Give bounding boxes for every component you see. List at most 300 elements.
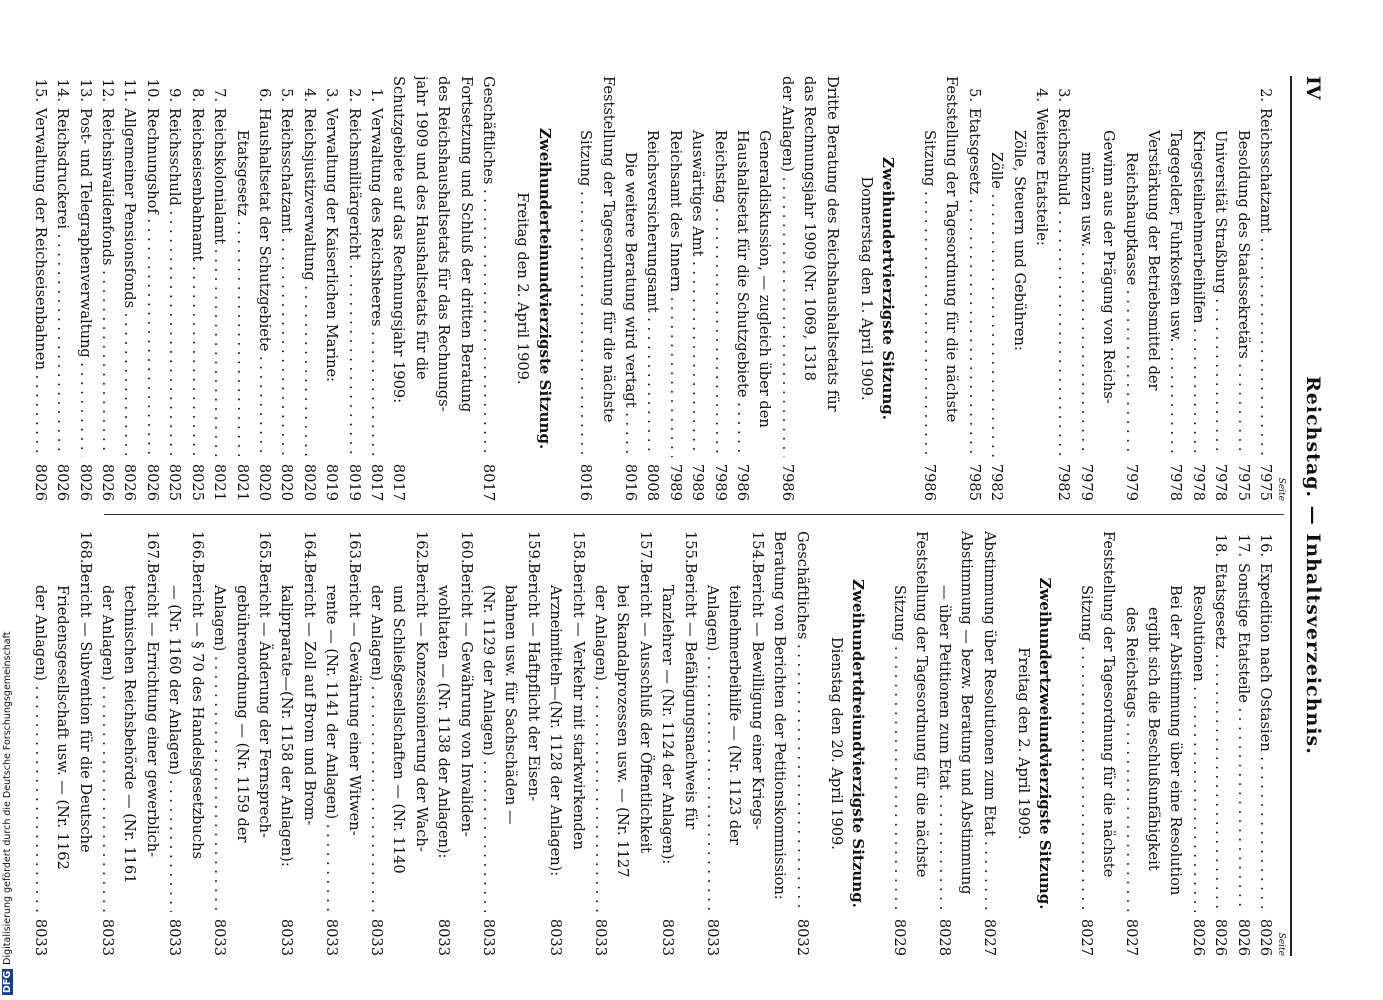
entry-text: Reichsversicherungsamt . . . [641, 108, 663, 457]
entry-text: Geschäftliches . . . [790, 531, 812, 912]
index-entry [73, 531, 95, 956]
index-entry [297, 531, 319, 956]
entry-number [589, 531, 611, 563]
entry-number: 4. [1032, 88, 1050, 102]
entry-page: 8033 [435, 918, 453, 956]
entry-page: 8025 [166, 463, 184, 501]
entry-text: Bericht — Konzessionierung der Wach- [412, 563, 430, 852]
column-separator [104, 514, 1284, 515]
index-entry [454, 76, 476, 501]
index-entry [185, 531, 207, 956]
index-entry [940, 76, 962, 501]
entry-number: 166. [188, 531, 206, 564]
index-entry [1074, 531, 1096, 956]
entry-text: Verstärkung der Betriebsmittel der [1144, 130, 1162, 391]
entry-text: Abstimmung — bezw. Beratung und Abstimmung [958, 531, 976, 895]
entry-number [1097, 76, 1119, 108]
entry-page: 8020 [255, 463, 273, 501]
entry-number: 12. [99, 78, 117, 102]
entry-page: 7986 [920, 463, 938, 501]
entry-text: Sitzung . . . [918, 108, 940, 457]
index-entry [1030, 76, 1052, 501]
entry-page [745, 912, 767, 956]
entry-number: 164. [300, 531, 318, 564]
index-entry [1254, 531, 1276, 956]
entry-text: Bei der Abstimmung über eine Resolution [1167, 585, 1185, 896]
index-entry [230, 531, 252, 956]
entry-page: 7978 [1212, 463, 1230, 501]
entry-number [1074, 531, 1096, 563]
entry-text: Bericht — Verkehr mit starkwirkenden [569, 563, 587, 850]
entry-text: (Nr. 1129 der Anlagen) . . . [477, 563, 499, 912]
index-entry [454, 531, 476, 956]
entry-page [798, 457, 820, 501]
entry-text: teilnehmerbeihilfe — (Nr. 1123 der [726, 585, 744, 845]
entry-number: 165. [255, 531, 273, 564]
entry-text: Post- und Telegraphenverwaltung . . . [73, 108, 95, 457]
entry-page [753, 457, 775, 501]
entry-text: Sitzung . . . [574, 108, 596, 457]
entry-text: Reichsamt des Innern . . . [663, 108, 685, 457]
index-entry [141, 76, 163, 501]
index-entry [790, 531, 812, 956]
entry-text: der Anlagen) . . . [589, 563, 611, 912]
entry-number [365, 531, 387, 563]
entry-number [932, 531, 954, 563]
index-entry [1142, 531, 1164, 956]
entry-text: Verwaltung des Reichsheeres . . . [365, 108, 387, 457]
entry-page [141, 912, 163, 956]
entry-text: Verwaltung der Kaiserlichen Marine: [323, 108, 341, 383]
index-entry [1186, 531, 1208, 956]
entry-number [753, 76, 775, 108]
index-entry [477, 531, 499, 956]
entry-text: münzen usw. . . . [1074, 108, 1096, 457]
entry-number [477, 531, 499, 563]
entry-number: 5. [965, 88, 983, 102]
index-entry [566, 531, 588, 956]
entry-page [723, 912, 745, 956]
entry-page [454, 912, 476, 956]
index-entry [253, 76, 275, 501]
entry-text: Reichsmilitärgericht . . . [342, 108, 364, 457]
entry-number [51, 531, 73, 563]
index-entry [1231, 531, 1253, 956]
entry-number [163, 531, 185, 563]
entry-text: der Anlagen) . . . [775, 76, 797, 457]
entry-page: 8017 [367, 463, 385, 501]
entry-page [1097, 457, 1119, 501]
entry-number: 157. [636, 531, 654, 564]
rotated-content [31, 76, 1328, 956]
entry-text: Feststellung der Tagesordnung für die nächste [943, 76, 961, 423]
entry-text: Resolutionen . . . [1186, 563, 1208, 912]
entry-number: 2. [1257, 88, 1274, 102]
entry-text: Etatsgesetz . . . [962, 108, 984, 457]
entry-number [1186, 76, 1208, 108]
entry-number [1186, 531, 1208, 563]
index-entry [73, 76, 95, 501]
entry-page: 7975 [1257, 463, 1274, 501]
entry-number: 17. [1234, 533, 1252, 557]
entry-page [185, 912, 207, 956]
entry-number [230, 76, 252, 108]
entry-page: 8025 [188, 463, 206, 501]
entry-number: 158. [569, 531, 587, 564]
entry-page [387, 912, 409, 956]
entry-page: 8027 [1122, 918, 1140, 956]
entry-page: 8026 [1234, 918, 1252, 956]
entry-text: Friedensgesellschaft usw. — (Nr. 1162 [54, 585, 72, 870]
index-entry [163, 531, 185, 956]
entry-page: 8029 [890, 918, 908, 956]
index-entry [753, 76, 775, 501]
entry-number [611, 531, 633, 563]
entry-text: Zölle, Steuern und Gebühren: [1010, 130, 1028, 351]
entry-number: 5. [278, 88, 296, 102]
entry-page [118, 912, 140, 956]
index-entry [118, 531, 140, 956]
entry-text: Die weitere Beratung wird vertagt . . . [619, 108, 641, 457]
index-entry [118, 76, 140, 501]
entry-number: 10. [143, 78, 161, 102]
index-entry [499, 531, 521, 956]
entry-text: Weitere Etatsteile: [1032, 108, 1050, 246]
entry-text: ergibt sich die Beschlußunfähigkeit [1144, 607, 1162, 871]
entry-text: Bericht — Befähigungsnachweis für [681, 563, 699, 830]
index-entry [731, 76, 753, 501]
index-entry [320, 531, 342, 956]
entry-number [663, 76, 685, 108]
entry-number [985, 76, 1007, 108]
index-entry [1119, 76, 1141, 501]
entry-page [297, 912, 319, 956]
entry-page: 7989 [689, 463, 707, 501]
entry-text: Geschäftliches . . . [477, 76, 499, 457]
index-entry [28, 531, 50, 956]
entry-number [28, 531, 50, 563]
index-entry [208, 531, 230, 956]
entry-text: Reichsinvalidenfonds . . . [96, 108, 118, 457]
entry-number [656, 531, 678, 563]
index-entry [686, 76, 708, 501]
entry-text: Kriegsteilnehmerbeihilfen . . . [1186, 108, 1208, 457]
entry-page: 7979 [1077, 463, 1095, 501]
index-entry [51, 531, 73, 956]
entry-page [611, 912, 633, 956]
entry-number [888, 531, 910, 563]
entry-text: Bericht — Errichtung einer gewerblich- [143, 563, 161, 858]
entry-page [940, 457, 962, 501]
entry-text: jahr 1909 und des Haushaltsetats für die [412, 76, 430, 380]
entry-number [499, 531, 521, 563]
entry-number: 18. [1212, 533, 1230, 557]
index-entry [798, 76, 820, 501]
index-entry [1119, 531, 1141, 956]
entry-page: 7978 [1189, 463, 1207, 501]
index-entry [1142, 76, 1164, 501]
entry-page: 8026 [54, 463, 72, 501]
entry-text: Rechnungshof . . . [141, 108, 163, 457]
index-entry [544, 531, 566, 956]
entry-number: 163. [345, 531, 363, 564]
index-entry [1254, 76, 1276, 501]
entry-text: Reichseisenbahnamt . . . [185, 108, 207, 457]
entry-page: 8017 [480, 463, 497, 501]
entry-text: Verwaltung der Reichseisenbahnen . . . [28, 108, 50, 457]
index-entry [409, 76, 431, 501]
entry-text: der Anlagen) . . . [365, 563, 387, 912]
footer [2, 600, 16, 995]
entry-page: 8026 [31, 463, 49, 501]
entry-number: 159. [524, 531, 542, 564]
entry-text: Zölle . . . [985, 108, 1007, 457]
entry-text: und Schließgesellschaften — (Nr. 1140 [390, 585, 408, 874]
dfg-logo: DFG [2, 970, 13, 993]
index-entry [521, 531, 543, 956]
index-entry [365, 76, 387, 501]
entry-text: Reichsschuld . . . [1052, 108, 1074, 457]
entry-number [230, 531, 252, 563]
entry-page: 8032 [793, 918, 811, 956]
entry-page: 8026 [143, 463, 161, 501]
entry-text: technischen Reichsbehörde — (Nr. 1161 [121, 585, 139, 884]
index-entry [962, 76, 984, 501]
entry-page: 7982 [1055, 463, 1073, 501]
entry-number: 2. [345, 88, 363, 102]
entry-page: 8026 [76, 463, 94, 501]
index-entry [1164, 531, 1186, 956]
entry-text: Arzneimitteln—(Nr. 1128 der Anlagen): [547, 585, 565, 877]
entry-text: Besoldung des Staatssekretärs . . . [1231, 108, 1253, 457]
entry-page [678, 912, 700, 956]
right-column [28, 531, 1286, 956]
entry-text: Allgemeiner Pensionsfonds . . . [118, 108, 140, 457]
entry-number [723, 531, 745, 563]
index-entry [96, 531, 118, 956]
entry-number: 11. [121, 78, 139, 102]
entry-text: Reichsschatzamt . . . [275, 108, 297, 457]
entry-number [1142, 531, 1164, 563]
index-entry [596, 76, 618, 501]
entry-page [73, 912, 95, 956]
entry-number: 1. [367, 88, 385, 102]
entry-number [1209, 76, 1231, 108]
index-entry [955, 531, 977, 956]
index-entry [701, 531, 723, 956]
entry-page [1142, 457, 1164, 501]
entry-page: 8016 [577, 463, 595, 501]
entry-number [432, 531, 454, 563]
entry-page [432, 457, 454, 501]
entry-text: Haushaltsetat für die Schutzgebiete . . . [731, 108, 753, 457]
entry-number [574, 76, 596, 108]
page-number: IV [1302, 76, 1324, 100]
entry-number: 3. [1055, 88, 1073, 102]
index-entry [141, 531, 163, 956]
entry-page: 7982 [988, 463, 1006, 501]
index-entry [708, 76, 730, 501]
entry-page: 8033 [99, 918, 117, 956]
entry-page: 8017 [390, 463, 408, 501]
entry-text: Reichskolonialamt . . . [208, 108, 230, 457]
entry-text: des Reichshaushaltsetats für das Rechnungs- [435, 76, 453, 412]
index-entry [365, 531, 387, 956]
index-entry [297, 76, 319, 501]
entry-page: 8019 [345, 463, 363, 501]
index-entry [678, 531, 700, 956]
entry-text: Sitzung . . . [1074, 563, 1096, 912]
entry-page [768, 912, 790, 956]
index-entry [96, 76, 118, 501]
entry-number [275, 531, 297, 563]
left-column [28, 76, 1286, 501]
entry-text: Generaldiskussion, — zugleich über den [756, 130, 774, 428]
entry-page [1007, 457, 1029, 501]
entry-number [1164, 76, 1186, 108]
index-entry [1052, 76, 1074, 501]
entry-page: 8016 [622, 463, 640, 501]
entry-number [1231, 76, 1253, 108]
index-entry [230, 76, 252, 501]
entry-number: 9. [166, 88, 184, 102]
entry-page: 7975 [1234, 463, 1252, 501]
entry-page: 8027 [1077, 918, 1095, 956]
header-rule [1290, 76, 1292, 956]
entry-text: Fortsetzung und Schluß der dritten Beratung [457, 76, 475, 413]
entry-text: des Reichstags . . . [1119, 563, 1141, 912]
entry-page: 7989 [666, 463, 684, 501]
session-title: Zweihundertdreiundvierzigste Sitzung. [849, 579, 868, 908]
index-entry [574, 76, 596, 501]
page-header [1294, 76, 1328, 956]
entry-number [619, 76, 641, 108]
entry-page: 8033 [367, 918, 385, 956]
entry-number: 8. [188, 88, 206, 102]
session-date: Freitag den 2. April 1909. [1014, 647, 1032, 840]
entry-page [454, 457, 476, 501]
entry-text: der Anlagen) . . . [96, 563, 118, 912]
entry-page [820, 457, 842, 501]
entry-page [499, 912, 521, 956]
session-title: Zweihundertzweiundvierzigste Sitzung. [1036, 577, 1055, 910]
entry-text: bahnen usw. für Sachschäden — [502, 585, 520, 825]
index-entry [163, 76, 185, 501]
entry-page [51, 912, 73, 956]
session-date: Donnerstag den 1. April 1909. [858, 176, 876, 401]
entry-text: Tagegelder, Fuhrkosten usw. . . . [1164, 108, 1186, 457]
entry-number [1142, 76, 1164, 108]
entry-number [118, 531, 140, 563]
entry-page [1142, 912, 1164, 956]
entry-page: 7985 [965, 463, 983, 501]
entry-number: 155. [681, 531, 699, 564]
entry-number [544, 531, 566, 563]
entry-page [1030, 457, 1052, 501]
entry-page: 8027 [980, 918, 998, 956]
entry-page [1164, 912, 1186, 956]
entry-page: 8020 [278, 463, 296, 501]
entry-number: 167. [143, 531, 161, 564]
index-entry [745, 531, 767, 956]
entry-text: Reichsschuld . . . [163, 108, 185, 457]
entry-number [96, 531, 118, 563]
index-entry [275, 531, 297, 956]
entry-page: 8033 [659, 918, 677, 956]
index-entry [932, 531, 954, 956]
entry-text: Bericht — Gewährung einer Witwen- [345, 563, 363, 836]
index-entry [888, 531, 910, 956]
index-entry [1231, 76, 1253, 501]
entry-text: Etatsgesetz . . . [230, 108, 252, 457]
entry-text: Anlagen) . . . [701, 563, 723, 912]
session-date: Freitag den 2. April 1909. [514, 192, 532, 385]
entry-text: der Anlagen) . . . [28, 563, 50, 912]
index-entry [611, 531, 633, 956]
entry-text: Tanzlehrer — (Nr. 1124 der Anlagen): [659, 585, 677, 865]
entry-page: 7986 [734, 463, 752, 501]
index-entry [656, 531, 678, 956]
index-entry [387, 76, 409, 501]
index-entry [320, 76, 342, 501]
entry-page: 8008 [644, 463, 662, 501]
index-entry [633, 531, 655, 956]
entry-text: Expedition nach Ostasien . . . [1254, 563, 1276, 912]
entry-page [566, 912, 588, 956]
entry-text: — über Petitionen zum Etat . . . [932, 563, 954, 912]
entry-text: Haushaltsetat der Schutzgebiete . . . [253, 108, 275, 457]
entry-page: 8033 [592, 918, 610, 956]
index-entry [775, 76, 797, 501]
entry-page: 8033 [480, 918, 497, 956]
entry-page: 8026 [1212, 918, 1230, 956]
entry-text: Bericht — Ausschluß der Öffentlichkeit [636, 563, 654, 854]
index-entry [985, 76, 1007, 501]
entry-text: — (Nr. 1160 der Anlagen) . . . [163, 563, 185, 912]
entry-page: 7978 [1167, 463, 1185, 501]
entry-text: Reichsdruckerei . . . [51, 108, 73, 457]
entry-text: Bericht — Gewährung von Invaliden- [457, 563, 475, 837]
entry-number: 6. [255, 88, 273, 102]
footer-text: Digitalisierung gefördert durch die Deutsche Forschungsgemeinschaft [2, 631, 13, 965]
index-entry [342, 76, 364, 501]
entry-page [633, 912, 655, 956]
entry-text: Sitzung . . . [888, 563, 910, 912]
entry-text: Dritte Beratung des Reichshaushaltsetats für [823, 76, 841, 412]
entry-page [955, 912, 977, 956]
index-entry [432, 76, 454, 501]
entry-number [701, 531, 723, 563]
entry-page: 8020 [300, 463, 318, 501]
entry-number [1074, 76, 1096, 108]
entry-page [910, 912, 932, 956]
entry-number: 168. [76, 531, 94, 564]
index-entry [432, 531, 454, 956]
entry-text: Bericht — Subvention für die Deutsche [76, 563, 94, 853]
entry-text: Reichsschatzamt . . . [1254, 108, 1276, 457]
entry-page: 8019 [323, 463, 341, 501]
entry-page [253, 912, 275, 956]
entry-page: 8026 [1189, 918, 1207, 956]
entry-text: das Rechnungsjahr 1909 (Nr. 1069, 1318 [801, 76, 819, 382]
index-entry [1209, 76, 1231, 501]
index-entry [185, 76, 207, 501]
index-entry [477, 76, 499, 501]
entry-number: 15. [31, 78, 49, 102]
entry-text: Auswärtiges Amt . . . [686, 108, 708, 457]
entry-number [731, 76, 753, 108]
entry-text: kaliprparate—(Nr. 1158 der Anlagen): [278, 585, 296, 867]
